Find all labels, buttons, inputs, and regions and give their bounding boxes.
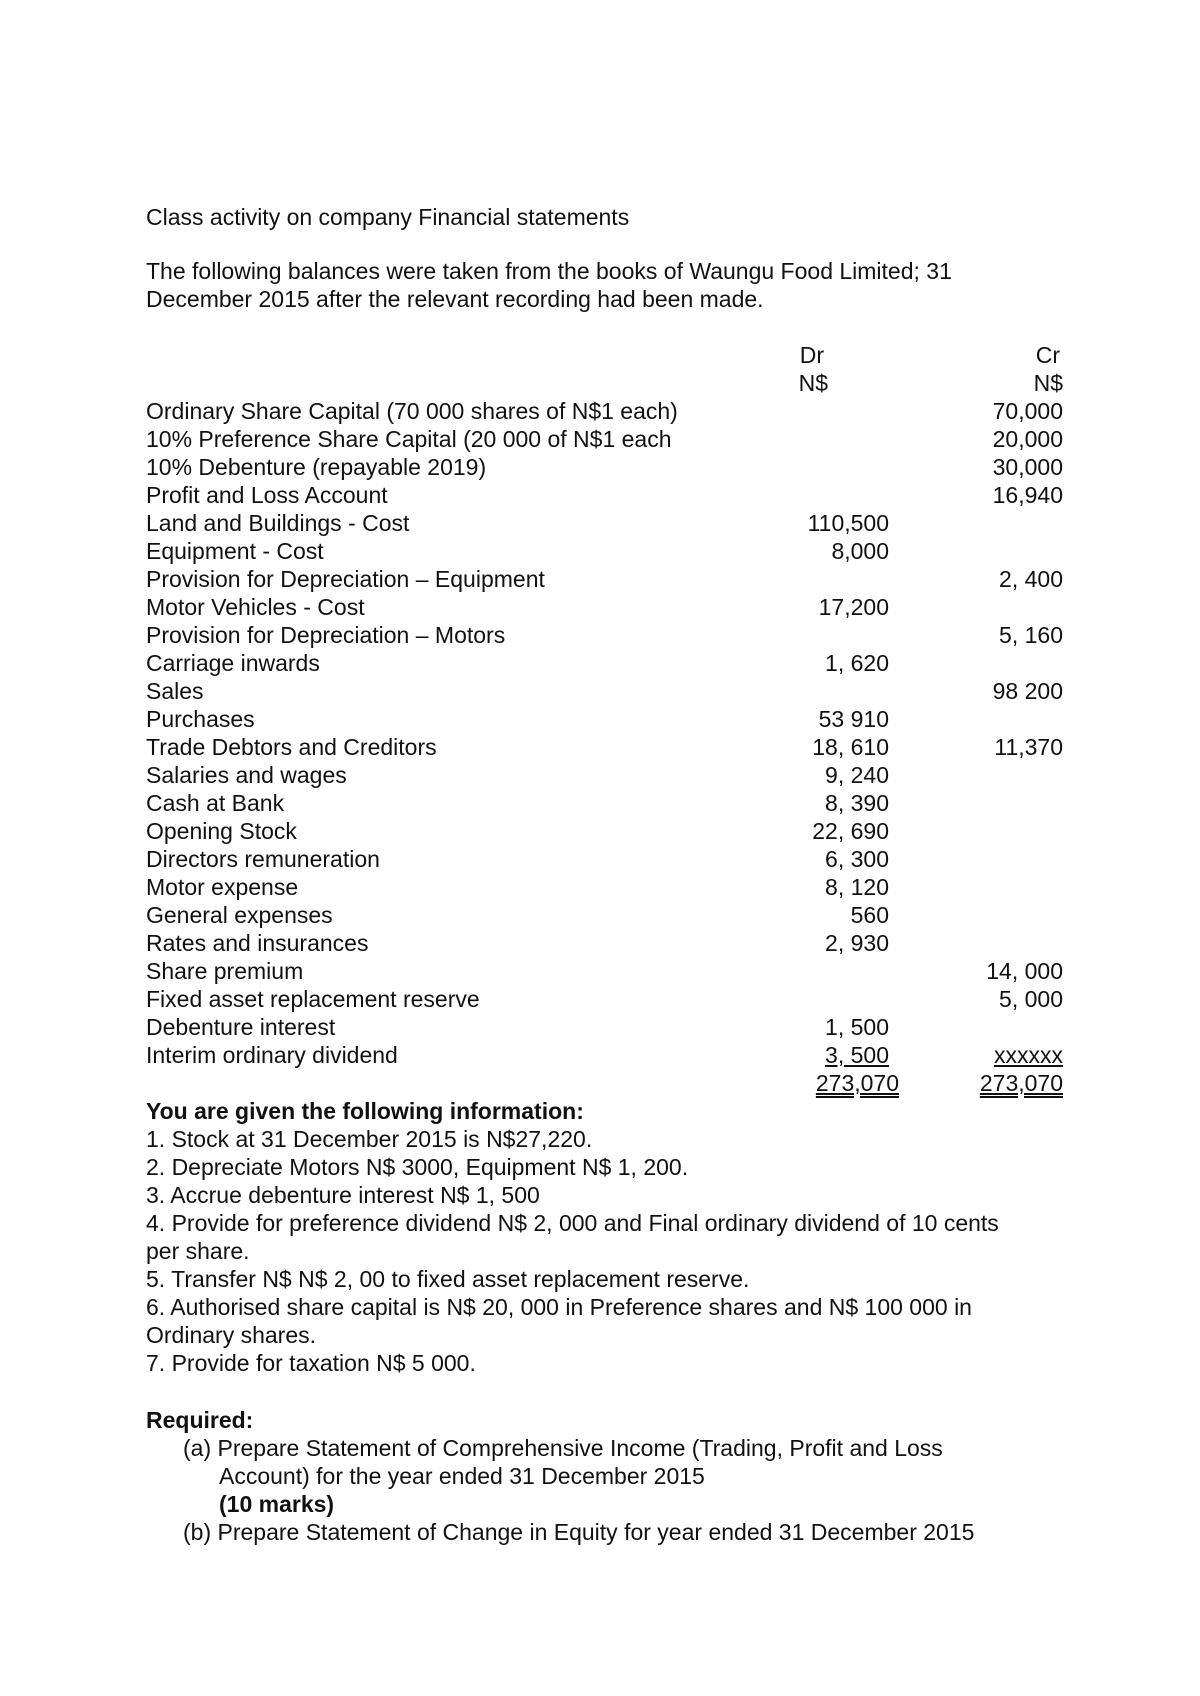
table-row (0, 621, 1200, 649)
table-row (0, 649, 1200, 677)
row-label: Ordinary Share Capital (70 000 shares of N$1 each) (146, 398, 678, 424)
row-label: Provision for Depreciation – Motors (146, 622, 506, 648)
row-label: Profit and Loss Account (146, 482, 388, 508)
row-label: Purchases (146, 706, 255, 732)
table-row (0, 929, 1200, 957)
row-cr-value: 20,000 (992, 426, 1063, 452)
row-cr-value: 5, 160 (999, 622, 1063, 648)
required-a-line-2: Account) for the year ended 31 December 2015 (219, 1463, 705, 1489)
table-row (0, 957, 1200, 985)
row-label: Debenture interest (146, 1014, 336, 1040)
table-row (0, 845, 1200, 873)
table-row (0, 761, 1200, 789)
row-dr-value: 22, 690 (812, 818, 889, 844)
table-row (0, 901, 1200, 929)
table-row (0, 1041, 1200, 1069)
row-dr-value: 6, 300 (825, 846, 889, 872)
row-dr-value: 3, 500 (825, 1042, 889, 1068)
required-b-line-1: (b) Prepare Statement of Change in Equity for year ended 31 December 2015 (183, 1519, 975, 1545)
row-dr-value: 1, 500 (825, 1014, 889, 1040)
row-label: Cash at Bank (146, 790, 285, 816)
row-label: Motor Vehicles - Cost (146, 594, 365, 620)
row-cr-value: xxxxxx (994, 1042, 1063, 1068)
row-label: 10% Debenture (repayable 2019) (146, 454, 487, 480)
intro-line-1: The following balances were taken from the books of Waungu Food Limited; 31 (146, 258, 952, 284)
row-dr-value: 8, 390 (825, 790, 889, 816)
row-cr-value: 30,000 (992, 454, 1063, 480)
info-item: 4. Provide for preference dividend N$ 2, 000 and Final ordinary dividend of 10 cents (146, 1210, 999, 1236)
table-row (0, 453, 1200, 481)
row-label: 10% Preference Share Capital (20 000 of N$1 each (146, 426, 672, 452)
intro-line-2: December 2015 after the relevant recording had been made. (146, 286, 764, 312)
row-label: Trade Debtors and Creditors (146, 734, 437, 760)
table-row (0, 537, 1200, 565)
table-row (0, 873, 1200, 901)
required-a-line-1: (a) Prepare Statement of Comprehensive Income (Trading, Profit and Loss (183, 1435, 943, 1461)
row-dr-value: 110,500 (807, 510, 889, 536)
row-cr-value: 14, 000 (986, 958, 1063, 984)
row-label: Share premium (146, 958, 304, 984)
table-row (0, 789, 1200, 817)
info-item: 5. Transfer N$ N$ 2, 00 to fixed asset replacement reserve. (146, 1266, 750, 1292)
row-cr-value: 2, 400 (999, 566, 1063, 592)
info-item: 6. Authorised share capital is N$ 20, 000 in Preference shares and N$ 100 000 in (146, 1294, 972, 1320)
row-label: Rates and insurances (146, 930, 369, 956)
cr-unit-header: N$ (1033, 370, 1063, 396)
total-dr: 273,070 (815, 1070, 899, 1096)
document-title: Class activity on company Financial statements (146, 204, 630, 230)
table-row (0, 985, 1200, 1013)
row-label: Equipment - Cost (146, 538, 324, 564)
info-heading: You are given the following information: (146, 1098, 584, 1124)
info-item: 7. Provide for taxation N$ 5 000. (146, 1350, 476, 1376)
row-label: Motor expense (146, 874, 299, 900)
table-row (0, 817, 1200, 845)
dr-column-header: Dr (799, 342, 824, 368)
row-dr-value: 53 910 (818, 706, 889, 732)
row-cr-value: 16,940 (992, 482, 1063, 508)
row-label: Opening Stock (146, 818, 297, 844)
row-label: Directors remuneration (146, 846, 380, 872)
row-label: Sales (146, 678, 204, 704)
table-row (0, 565, 1200, 593)
row-dr-value: 8, 120 (825, 874, 889, 900)
row-label: Land and Buildings - Cost (146, 510, 410, 536)
info-item: 3. Accrue debenture interest N$ 1, 500 (146, 1182, 540, 1208)
row-cr-value: 98 200 (992, 678, 1063, 704)
row-label: Interim ordinary dividend (146, 1042, 398, 1068)
table-row (0, 733, 1200, 761)
table-row (0, 593, 1200, 621)
row-dr-value: 18, 610 (812, 734, 889, 760)
info-item: 2. Depreciate Motors N$ 3000, Equipment N$ 1, 200. (146, 1154, 689, 1180)
total-cr: 273,070 (979, 1070, 1063, 1096)
table-row (0, 425, 1200, 453)
info-item: Ordinary shares. (146, 1322, 317, 1348)
info-item: per share. (146, 1238, 250, 1264)
row-label: Provision for Depreciation – Equipment (146, 566, 545, 592)
info-item: 1. Stock at 31 December 2015 is N$27,220. (146, 1126, 593, 1152)
row-label: General expenses (146, 902, 333, 928)
row-cr-value: 70,000 (992, 398, 1063, 424)
row-dr-value: 8,000 (831, 538, 889, 564)
row-dr-value: 2, 930 (825, 930, 889, 956)
cr-column-header: Cr (1035, 342, 1060, 368)
row-cr-value: 5, 000 (999, 986, 1063, 1012)
table-row (0, 509, 1200, 537)
row-label: Carriage inwards (146, 650, 320, 676)
required-a-marks: (10 marks) (219, 1491, 335, 1517)
row-label: Salaries and wages (146, 762, 347, 788)
row-dr-value: 1, 620 (825, 650, 889, 676)
required-heading: Required: (146, 1407, 254, 1433)
table-row (0, 1013, 1200, 1041)
row-dr-value: 9, 240 (825, 762, 889, 788)
row-cr-value: 11,370 (994, 734, 1063, 760)
table-row (0, 481, 1200, 509)
table-row (0, 397, 1200, 425)
row-dr-value: 560 (850, 902, 889, 928)
table-row (0, 705, 1200, 733)
table-row (0, 677, 1200, 705)
row-label: Fixed asset replacement reserve (146, 986, 480, 1012)
dr-unit-header: N$ (798, 370, 828, 396)
row-dr-value: 17,200 (818, 594, 889, 620)
totals-row (0, 1069, 1200, 1097)
